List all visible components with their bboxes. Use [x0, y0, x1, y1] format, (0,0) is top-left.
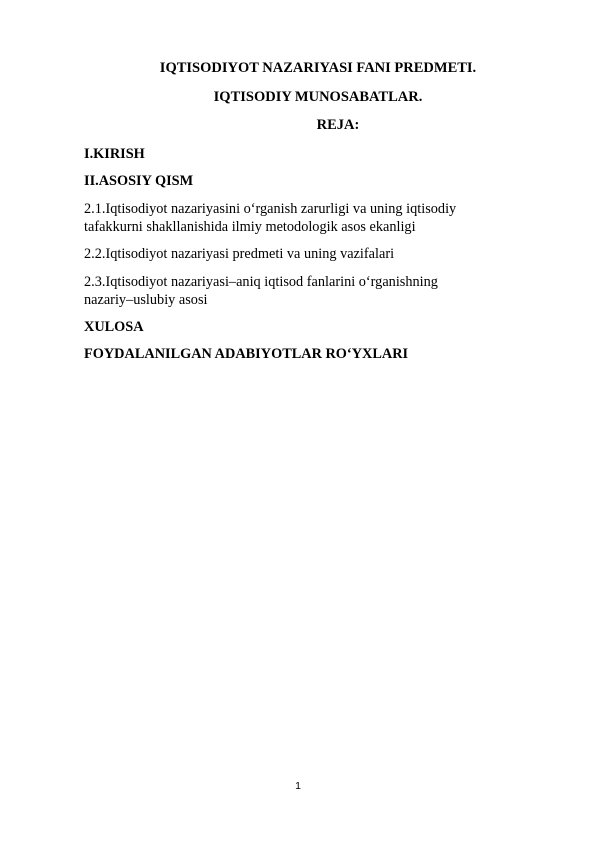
page-number: 1: [295, 780, 301, 792]
outline-references: FOYDALANILGAN ADABIYOTLAR RO‘YXLARI: [84, 346, 409, 362]
outline-conclusion: XULOSA: [84, 319, 144, 335]
outline-main-part: II.ASOSIY QISM: [84, 173, 194, 189]
document-title-line-2: IQTISODIY MUNOSABATLAR.: [213, 89, 423, 105]
outline-item-2-2: 2.2.Iqtisodiyot nazariyasi predmeti va uning vazifalari: [84, 246, 395, 262]
plan-heading: REJA:: [316, 117, 360, 133]
outline-item-2-1-line-2: tafakkurni shakllanishida ilmiy metodologik asos ekanligi: [84, 219, 416, 235]
outline-item-2-3-line-2: nazariy–uslubiy asosi: [84, 292, 208, 308]
document-title-line-1: IQTISODIYOT NAZARIYASI FANI PREDMETI.: [159, 60, 477, 76]
outline-intro: I.KIRISH: [84, 146, 145, 162]
outline-item-2-1-line-1: 2.1.Iqtisodiyot nazariyasini o‘rganish zarurligi va uning iqtisodiy: [84, 201, 457, 217]
outline-item-2-3-line-1: 2.3.Iqtisodiyot nazariyasi–aniq iqtisod fanlarini o‘rganishning: [84, 274, 438, 290]
